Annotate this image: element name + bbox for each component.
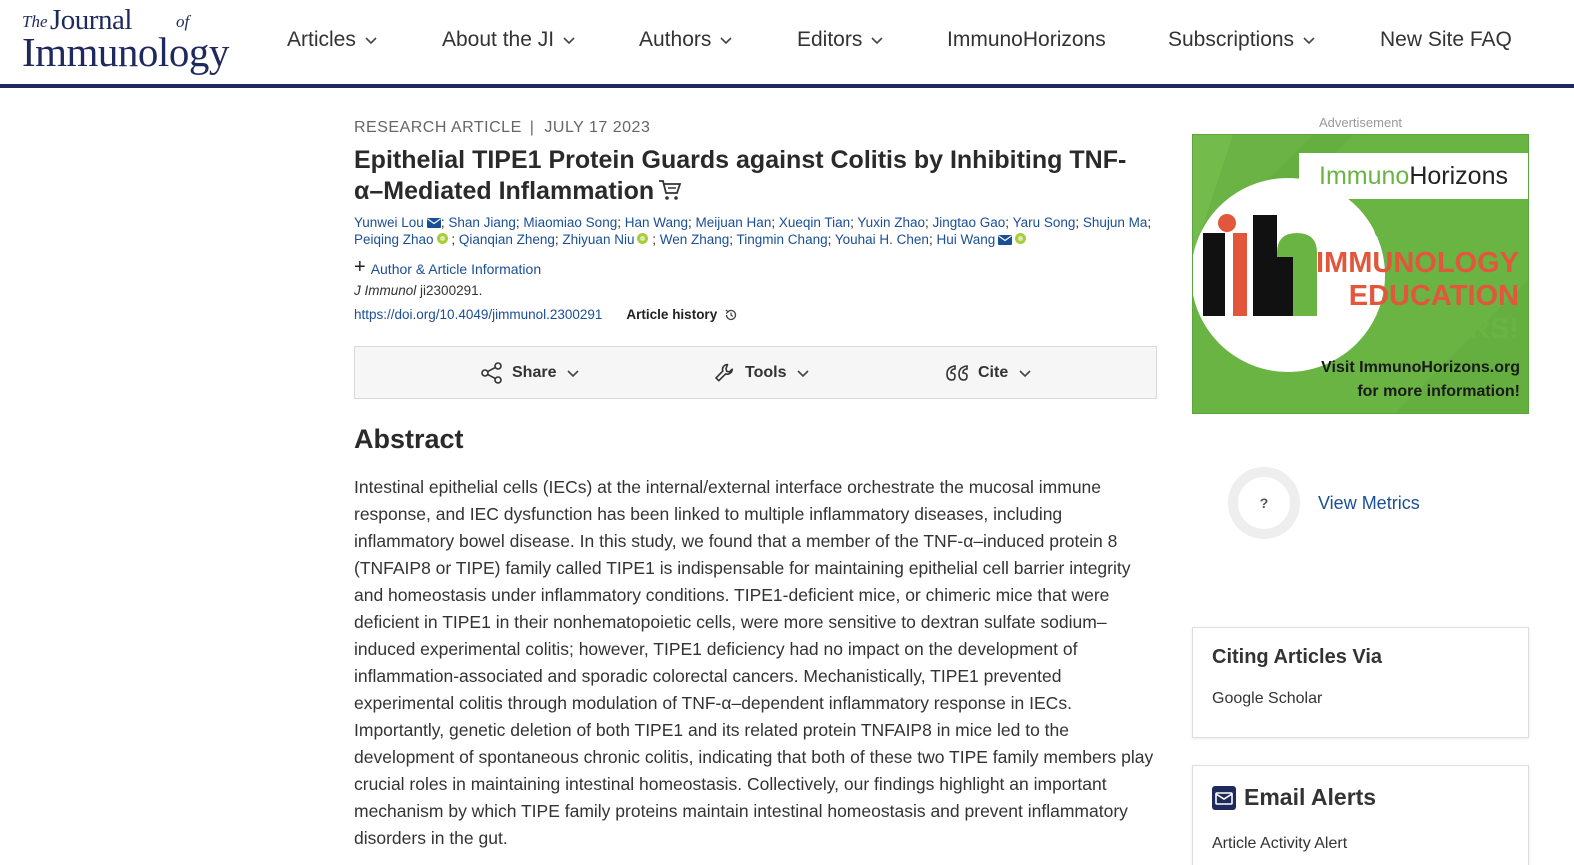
author-separator: ; [771,215,779,230]
author-separator: ; [617,215,625,230]
ad-brand [1299,153,1528,199]
email-alerts-heading: Email Alerts [1244,784,1377,810]
chevron-down-icon [870,33,884,47]
author-separator: ; [729,232,737,247]
logo-of: of [176,12,190,31]
ad-call-line: IMMUNOLOGY [1316,247,1519,279]
ad-visit-line: for more information! [1357,383,1520,400]
author-item [448,215,516,230]
chevron-down-icon [364,33,378,47]
orcid-icon[interactable] [437,233,448,244]
author-separator: ; [688,215,696,230]
nav-label: About the JI [442,28,555,51]
author-link[interactable]: Hui Wang [936,232,996,247]
nav-label: Editors [797,28,863,51]
author-link[interactable]: Jingtao Gao [932,215,1006,230]
advertisement-label: Advertisement [1318,115,1403,130]
chevron-down-icon [566,366,580,380]
mail-icon[interactable] [427,218,441,228]
email-alerts-panel [1192,765,1529,865]
journal-abbrev: J Immunol [354,283,417,298]
altmetric-donut [1228,467,1300,539]
nav-label: Subscriptions [1168,28,1295,51]
author-article-info-toggle[interactable] [354,256,542,279]
author-separator: ; [1147,215,1152,230]
chevron-down-icon [796,366,810,380]
doi-link[interactable]: https://doi.org/10.4049/jimmunol.2300291 [354,307,603,322]
author-item [1083,215,1148,230]
quote-icon [944,361,970,385]
author-link[interactable]: Wen Zhang [659,232,730,247]
google-scholar-link[interactable]: Google Scholar [1212,690,1323,707]
orcid-icon[interactable] [1015,233,1026,244]
nav-immunohorizons[interactable] [947,28,1106,52]
author-item [354,232,448,247]
nav-label: ImmunoHorizons [947,28,1106,51]
orcid-icon[interactable] [637,233,648,244]
author-link[interactable]: Youhai H. Chen [834,232,929,247]
author-separator: ; [850,215,858,230]
author-link[interactable]: Yuxin Zhao [857,215,925,230]
author-item [660,232,730,247]
abstract-text: Intestinal epithelial cells (IECs) at the internal/external interface orchestrate the mucosal immune response, and IEC dysfunction has been linked to multiple inflammatory diseases, including inflammatory bowel disease. In this study, we found that a member of the TNF-α–induced protein 8 (TNFAIP8 or TIPE) family called TIPE1 is indispensable for maintaining epithelial cell barrier integrity and homeostasis under inflammatory conditions. TIPE1-deficient mice, or chimeric mice that were deficient in TIPE1 in their nonhematopoietic cells, were more sensitive to dextran sulfate sodium–induced experimental colitis; however, TIPE1 deficiency had no impact on the development of inflammation-associated and sporadic colorectal cancers. Mechanistically, TIPE1 prevented experimental colitis through modulation of TNF-α–dependent inflammatory response in IECs. Importantly, genetic deletion of both TIPE1 and its related protein TNFAIP8 in mice led to the development of spontaneous chronic colitis, indicating that both of these two TIPE family members play crucial roles in maintaining intestinal homeostasis. Collectively, our findings highlight an important mechanism by which TIPE family proteins maintain intestinal homeostasis and prevent inflammatory disorders in the gut. [354,477,1154,848]
tools-button[interactable] [713,347,810,398]
ad-visit-line: Visit ImmunoHorizons.org [1321,359,1520,376]
author-item [932,215,1005,230]
author-item [696,215,772,230]
article-title-text: Epithelial TIPE1 Protein Guards against Colitis by Inhibiting TNF-α–Mediated Inflammation [354,146,1127,205]
article-title [354,145,1154,207]
article-history-label: Article history [626,307,718,322]
author-link[interactable]: Yunwei Lou [354,215,424,230]
citing-articles-panel [1192,627,1529,738]
author-link[interactable]: Yaru Song [1012,215,1076,230]
article-date: JULY 17 2023 [544,119,651,136]
author-item [354,215,441,230]
share-label: Share [512,363,557,381]
nav-editors[interactable] [797,28,884,52]
chevron-down-icon [1302,33,1316,47]
author-item [1013,215,1076,230]
ad-call-text [1300,214,1519,346]
author-link[interactable]: Meijuan Han [695,215,772,230]
article-id: ji2300291. [420,283,483,298]
author-link[interactable]: Tingmin Chang [736,232,828,247]
site-header [0,0,1574,88]
nav-authors[interactable] [639,28,733,52]
ad-call-line: PAPERS! [1392,313,1519,345]
logo-immunology: Immunology [22,29,229,75]
author-separator: ; [1005,215,1013,230]
nav-label: New Site FAQ [1380,28,1512,51]
envelope-icon [1212,786,1236,810]
author-item [835,232,929,247]
author-link[interactable]: Miaomiao Song [523,215,618,230]
author-item [459,232,555,247]
cite-button[interactable] [944,347,1032,398]
author-separator: ; [827,232,835,247]
author-item [936,232,1026,247]
main-nav [0,28,1574,56]
ad-visit-text [1280,356,1520,404]
author-info-label: Author & Article Information [370,261,542,277]
author-item [625,215,688,230]
meta-separator: | [529,119,535,136]
logo-the: The [22,12,48,31]
citing-articles-heading: Citing Articles Via [1212,646,1383,668]
author-item [562,232,648,247]
author-link[interactable]: Shujun Ma [1082,215,1148,230]
author-separator: ; [554,232,563,247]
author-list [354,214,1154,248]
nav-articles[interactable] [287,28,378,52]
author-link[interactable]: Han Wang [624,215,689,230]
logo-journal: Journal [50,4,132,36]
author-link[interactable]: Qianqian Zheng [458,232,555,247]
author-separator: ; [1075,215,1083,230]
chevron-down-icon [1018,366,1032,380]
author-item [857,215,925,230]
author-link[interactable]: Peiqing Zhao [354,232,434,247]
author-separator: ; [440,215,449,230]
tools-label: Tools [745,363,787,381]
author-separator: ; [928,232,937,247]
author-separator: ; [648,232,660,247]
cite-label: Cite [978,363,1009,381]
author-separator: ; [515,215,524,230]
abstract-heading: Abstract [354,424,464,454]
nav-subscriptions[interactable] [1168,28,1316,52]
history-icon [724,308,738,322]
author-item [523,215,617,230]
plus-icon: + [354,256,366,278]
nav-new-site-faq[interactable] [1380,28,1512,52]
wrench-icon [713,361,737,385]
citation-line [354,283,482,298]
article-toolbar [354,346,1157,399]
nav-label: Articles [287,28,356,51]
cart-icon[interactable] [658,178,682,202]
mail-icon[interactable] [998,235,1012,245]
author-link[interactable]: Zhiyuan Niu [562,232,635,247]
nav-label: Authors [639,28,712,51]
ad-call-line: EDUCATION [1348,280,1519,312]
ad-brand-horizons: Horizons [1409,161,1508,190]
view-metrics-link[interactable]: View Metrics [1318,492,1420,513]
author-separator: ; [924,215,933,230]
doi-row [354,307,738,322]
author-link[interactable]: Shan Jiang [448,215,516,230]
share-button[interactable] [480,347,580,398]
nav-about[interactable] [442,28,576,52]
chevron-down-icon [562,33,576,47]
article-meta [354,119,650,137]
chevron-down-icon [719,33,733,47]
metrics-widget[interactable] [1228,467,1420,539]
ad-call-line: CALL FOR [1372,214,1519,246]
ad-brand-immuno: Immuno [1319,161,1410,190]
article-history-button[interactable] [626,307,738,322]
article-activity-alert-link[interactable]: Article Activity Alert [1212,835,1348,852]
author-separator: ; [447,232,459,247]
author-item [779,215,850,230]
author-item [737,232,828,247]
author-link[interactable]: Xueqin Tian [778,215,851,230]
share-icon [480,361,504,385]
metrics-symbol: ? [1259,495,1269,511]
article-type: RESEARCH ARTICLE [354,119,522,136]
